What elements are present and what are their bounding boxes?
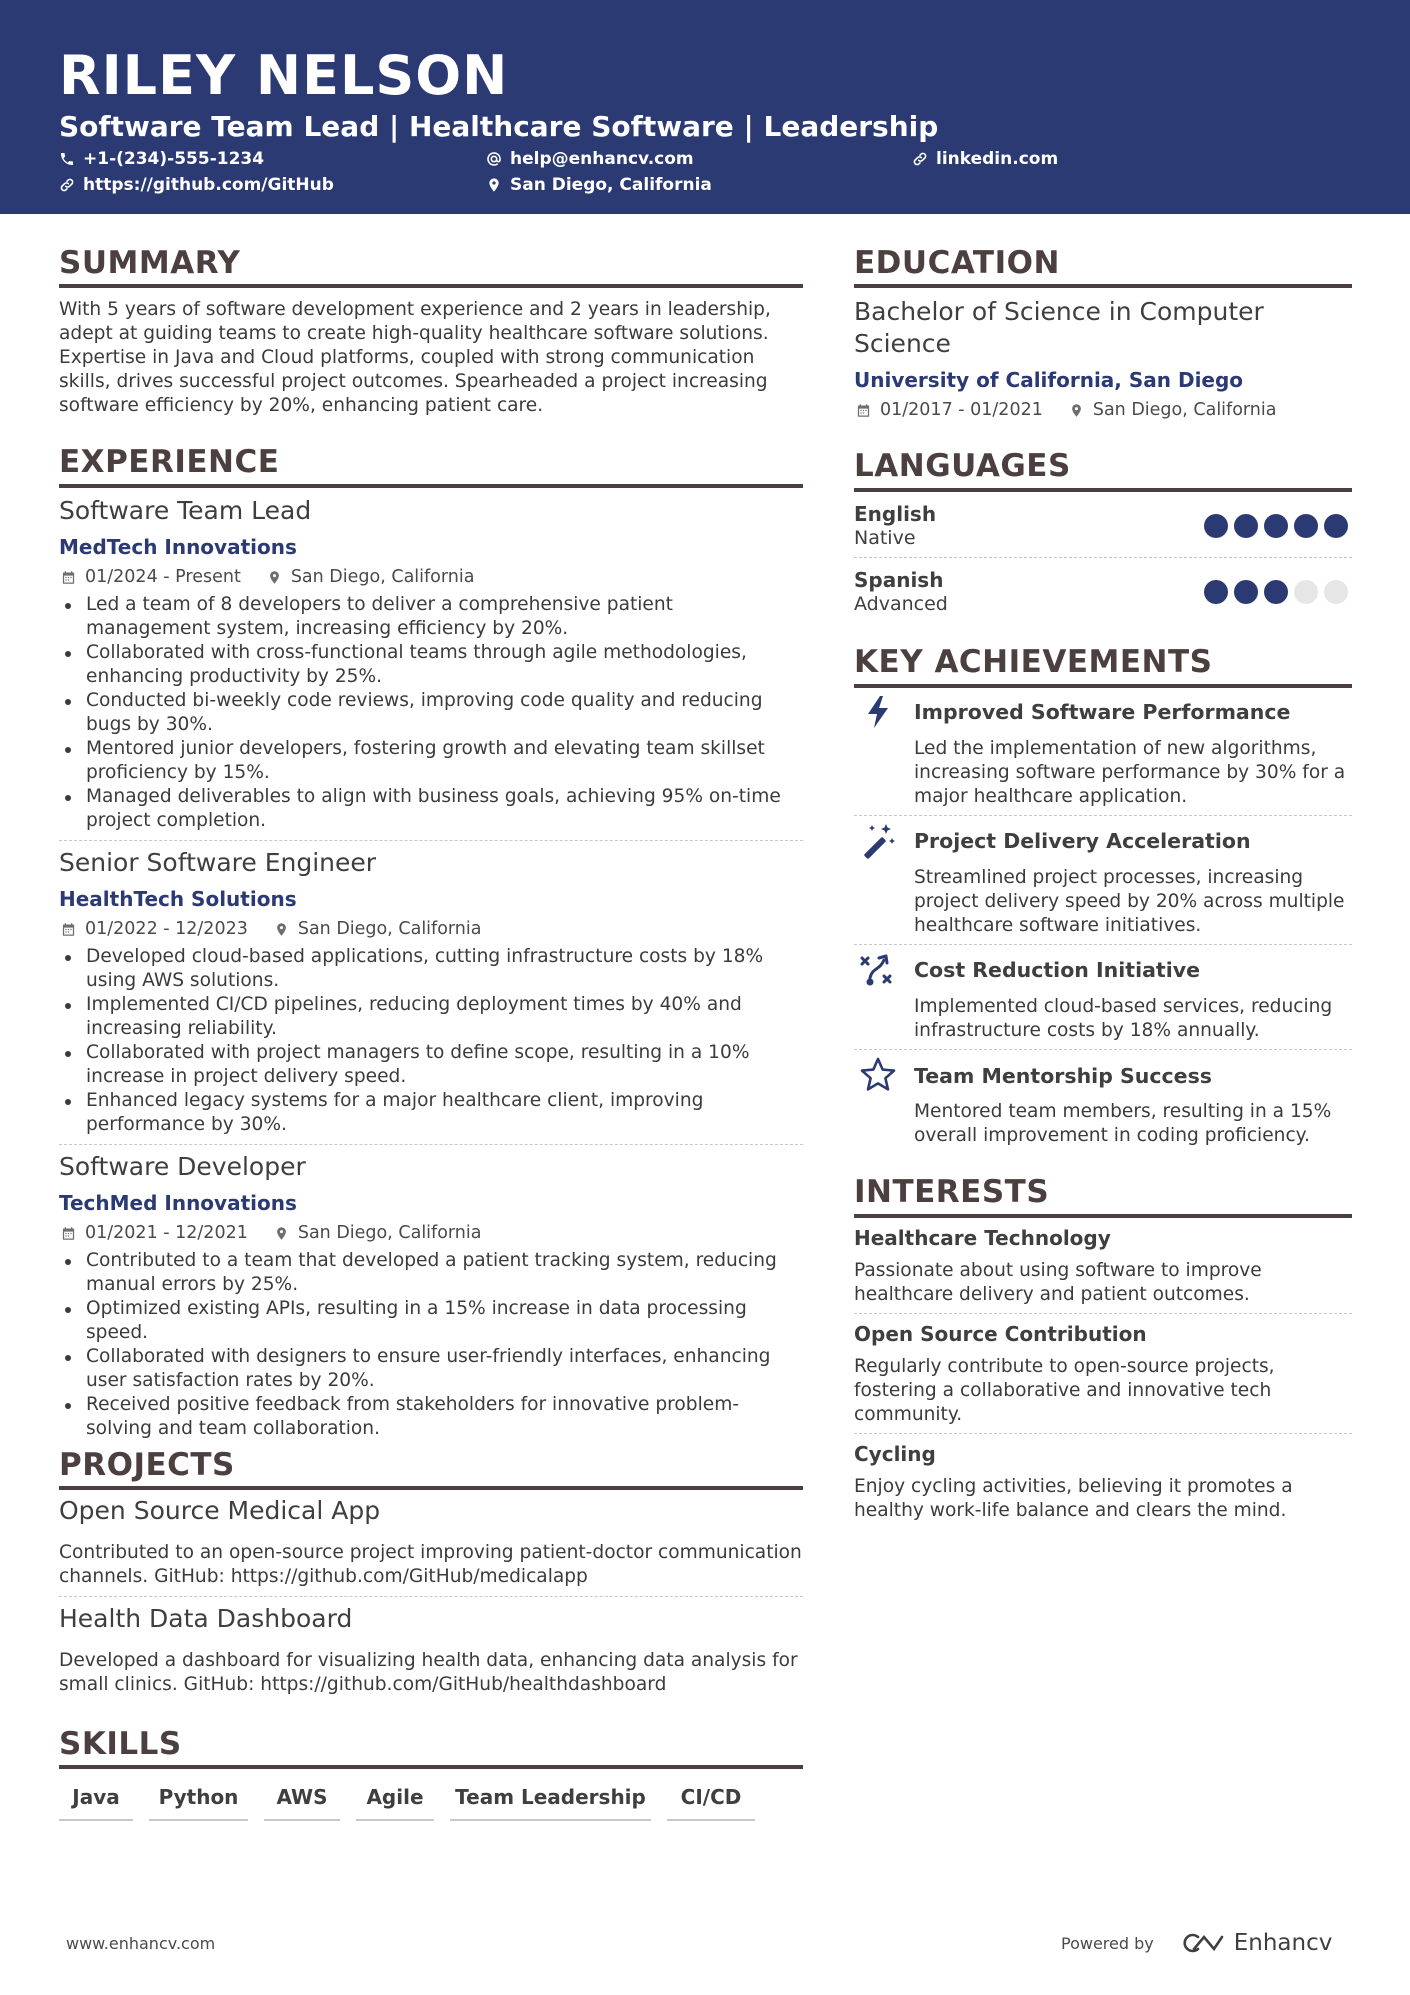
dashed-divider <box>854 1049 1352 1050</box>
contact-email[interactable] <box>486 149 694 169</box>
section-divider <box>854 1214 1352 1218</box>
job-title: Senior Software Engineer <box>59 848 377 877</box>
job-meta <box>61 1223 481 1243</box>
skill-tag: Team Leadership <box>450 1785 651 1821</box>
education-meta <box>856 400 1276 420</box>
section-divider <box>59 484 803 488</box>
interest-description: Regularly contribute to open-source projects, fostering a collaborative and innovative tech community. <box>854 1356 1275 1425</box>
company-name: MedTech Innovations <box>59 535 297 559</box>
github-text: https://github.com/GitHub <box>83 175 334 195</box>
dashed-divider <box>59 1144 803 1145</box>
rating-dot <box>1264 580 1288 604</box>
language-name: Spanish <box>854 568 944 592</box>
location-pin-icon <box>267 570 282 585</box>
achievement-title: Improved Software Performance <box>914 700 1291 724</box>
location-pin-icon <box>274 922 289 937</box>
rating-dot <box>1324 514 1348 538</box>
company-name: HealthTech Solutions <box>59 887 297 911</box>
job-dates: 01/2021 - 12/2021 <box>85 1223 248 1243</box>
location-pin-icon <box>486 177 502 193</box>
achievement-description: Implemented cloud-based services, reducing infrastructure costs by 18% annually. <box>914 996 1333 1041</box>
achievement-title: Cost Reduction Initiative <box>914 958 1201 982</box>
rating-dot <box>1264 514 1288 538</box>
interest-title: Open Source Contribution <box>854 1322 1147 1346</box>
calendar-icon <box>856 403 871 418</box>
email-text: help@enhancv.com <box>510 149 694 169</box>
calendar-icon <box>61 570 76 585</box>
list-item: Led a team of 8 developers to deliver a comprehensive patient management system, increasing efficiency by 20%. <box>59 593 803 641</box>
list-item: Mentored junior developers, fostering growth and elevating team skillset proficiency by 15%. <box>59 737 803 785</box>
language-rating <box>1204 580 1348 604</box>
list-item: Received positive feedback from stakeholders for innovative problem-solving and team collaboration. <box>59 1393 803 1441</box>
list-item: Collaborated with designers to ensure user-friendly interfaces, enhancing user satisfaction rates by 20%. <box>59 1345 803 1393</box>
achievements-heading: KEY ACHIEVEMENTS <box>854 644 1213 680</box>
enhancv-logo-icon <box>1180 1931 1226 1955</box>
interest-title: Healthcare Technology <box>854 1226 1111 1250</box>
list-item: Collaborated with cross-functional teams through agile methodologies, enhancing productivity by 25%. <box>59 641 803 689</box>
rating-dot <box>1234 514 1258 538</box>
job-bullets <box>59 945 803 1137</box>
location-pin-icon <box>1069 403 1084 418</box>
linkedin-text: linkedin.com <box>936 149 1059 169</box>
job-dates: 01/2024 - Present <box>85 567 241 587</box>
company-name: TechMed Innovations <box>59 1191 297 1215</box>
experience-heading: EXPERIENCE <box>59 444 280 480</box>
lightning-icon <box>858 692 898 732</box>
dashed-divider <box>59 840 803 841</box>
job-bullets <box>59 593 803 833</box>
skill-tag: Agile <box>356 1785 434 1821</box>
achievement-title: Team Mentorship Success <box>914 1064 1212 1088</box>
list-item: Conducted bi-weekly code reviews, improving code quality and reducing bugs by 30%. <box>59 689 803 737</box>
powered-by-label: Powered by <box>1061 1933 1154 1953</box>
contact-phone[interactable] <box>59 149 264 169</box>
contact-github[interactable] <box>59 175 334 195</box>
candidate-name: RILEY NELSON <box>59 44 509 107</box>
section-divider <box>59 1486 803 1490</box>
at-icon <box>486 151 502 167</box>
calendar-icon <box>61 1226 76 1241</box>
link-icon <box>912 151 928 167</box>
footer-website[interactable]: www.enhancv.com <box>66 1934 216 1953</box>
calendar-icon <box>61 922 76 937</box>
resume-header <box>0 0 1410 214</box>
achievement-description: Mentored team members, resulting in a 15% overall improvement in coding proficiency. <box>914 1101 1332 1146</box>
skill-tag: Python <box>149 1785 248 1821</box>
list-item: Developed cloud-based applications, cutting infrastructure costs by 18% using AWS solutions. <box>59 945 803 993</box>
dashed-divider <box>854 1313 1352 1314</box>
skill-tag: AWS <box>264 1785 340 1821</box>
dashed-divider <box>854 944 1352 945</box>
school-name: University of California, San Diego <box>854 368 1244 392</box>
list-item: Implemented CI/CD pipelines, reducing deployment times by 40% and increasing reliability. <box>59 993 803 1041</box>
rating-dot <box>1204 580 1228 604</box>
candidate-title: Software Team Lead | Healthcare Software | Leadership <box>59 110 939 143</box>
skill-tag: CI/CD <box>667 1785 755 1821</box>
enhancv-logo[interactable] <box>1180 1930 1333 1956</box>
strategy-icon <box>858 950 898 990</box>
skill-tag: Java <box>59 1785 133 1821</box>
project-description: Developed a dashboard for visualizing health data, enhancing data analysis for small clinics. GitHub: https://github.com/GitHub/healthdashboard <box>59 1650 798 1695</box>
job-location: San Diego, California <box>297 919 482 939</box>
education-location: San Diego, California <box>1092 400 1277 420</box>
star-icon <box>858 1055 898 1095</box>
job-meta <box>61 567 474 587</box>
rating-dot <box>1294 514 1318 538</box>
dashed-divider <box>59 1596 803 1597</box>
rating-dot <box>1204 514 1228 538</box>
section-divider <box>854 684 1352 688</box>
interest-title: Cycling <box>854 1442 936 1466</box>
interest-description: Passionate about using software to improve healthcare delivery and patient outcomes. <box>854 1260 1262 1305</box>
dashed-divider <box>854 1433 1352 1434</box>
phone-icon <box>59 151 75 167</box>
section-divider <box>854 284 1352 288</box>
education-heading: EDUCATION <box>854 245 1060 281</box>
project-title: Open Source Medical App <box>59 1496 381 1525</box>
language-level: Advanced <box>854 593 948 615</box>
section-divider <box>59 1765 803 1769</box>
achievement-title: Project Delivery Acceleration <box>914 829 1251 853</box>
list-item: Contributed to a team that developed a patient tracking system, reducing manual errors by 25%. <box>59 1249 803 1297</box>
degree-title: Bachelor of Science in Computer Science <box>854 297 1264 358</box>
location-pin-icon <box>274 1226 289 1241</box>
contact-linkedin[interactable] <box>912 149 1058 169</box>
section-divider <box>854 488 1352 492</box>
rating-dot <box>1294 580 1318 604</box>
education-dates: 01/2017 - 01/2021 <box>880 400 1043 420</box>
job-location: San Diego, California <box>290 567 475 587</box>
project-title: Health Data Dashboard <box>59 1604 353 1633</box>
link-icon <box>59 177 75 193</box>
dashed-divider <box>854 815 1352 816</box>
job-location: San Diego, California <box>297 1223 482 1243</box>
list-item: Collaborated with project managers to define scope, resulting in a 10% increase in project delivery speed. <box>59 1041 803 1089</box>
interests-heading: INTERESTS <box>854 1174 1050 1210</box>
projects-heading: PROJECTS <box>59 1447 235 1483</box>
summary-heading: SUMMARY <box>59 245 241 281</box>
section-divider <box>59 284 803 288</box>
interest-description: Enjoy cycling activities, believing it promotes a healthy work-life balance and clears the mind. <box>854 1476 1293 1521</box>
skills-heading: SKILLS <box>59 1726 182 1762</box>
language-level: Native <box>854 527 916 549</box>
rating-dot <box>1324 580 1348 604</box>
job-bullets <box>59 1249 803 1441</box>
magic-wand-icon <box>858 821 898 861</box>
dashed-divider <box>854 557 1352 558</box>
language-rating <box>1204 514 1348 538</box>
rating-dot <box>1234 580 1258 604</box>
list-item: Enhanced legacy systems for a major healthcare client, improving performance by 30%. <box>59 1089 803 1137</box>
language-name: English <box>854 502 937 526</box>
job-dates: 01/2022 - 12/2023 <box>85 919 248 939</box>
summary-text: With 5 years of software development experience and 2 years in leadership, adept at guiding teams to create high-quality healthcare software solutions. Expertise in Java and Cloud platforms, coupled with strong communication skills, drives successful project outcomes. Spearheaded a project increasing software efficiency by 20%, enhancing patient care. <box>59 299 771 416</box>
list-item: Optimized existing APIs, resulting in a 15% increase in data processing speed. <box>59 1297 803 1345</box>
phone-text: +1-(234)-555-1234 <box>83 149 265 169</box>
job-meta <box>61 919 481 939</box>
achievement-description: Streamlined project processes, increasing project delivery speed by 20% across multiple healthcare software initiatives. <box>914 867 1345 936</box>
languages-heading: LANGUAGES <box>854 448 1071 484</box>
enhancv-brand-text: Enhancv <box>1233 1930 1333 1956</box>
list-item: Managed deliverables to align with business goals, achieving 95% on-time project completion. <box>59 785 803 833</box>
achievement-description: Led the implementation of new algorithms, increasing software performance by 30% for a major healthcare application. <box>914 738 1346 807</box>
job-title: Software Developer <box>59 1152 306 1181</box>
project-description: Contributed to an open-source project improving patient-doctor communication channels. GitHub: https://github.com/GitHub/medicalapp <box>59 1542 802 1587</box>
footer-powered-by <box>1061 1930 1332 1956</box>
job-title: Software Team Lead <box>59 496 312 525</box>
contact-location <box>486 175 712 195</box>
location-text: San Diego, California <box>510 175 712 195</box>
